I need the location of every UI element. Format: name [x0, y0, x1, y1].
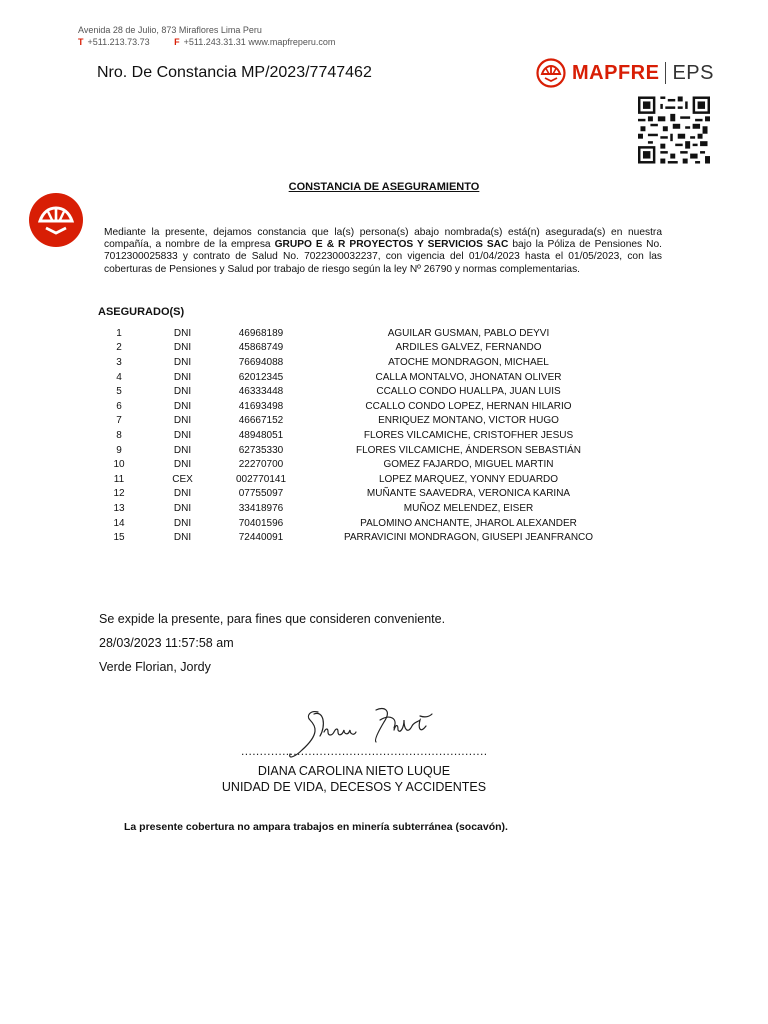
logo-brand: MAPFRE	[572, 61, 660, 84]
row-number: 15	[113, 532, 125, 544]
document-id: 45868749	[238, 342, 284, 354]
signer-name: DIANA CAROLINA NIETO LUQUE	[257, 764, 451, 778]
logo-suffix: EPS	[672, 61, 714, 84]
document-id: 002770141	[235, 473, 287, 485]
header-contacts	[78, 37, 335, 47]
insured-name: FLORES VILCAMICHE, ÁNDERSON SEBASTIÁN	[355, 444, 582, 456]
insured-name: CCALLO CONDO LOPEZ, HERNAN HILARIO	[365, 400, 572, 412]
document-title: CONSTANCIA DE ASEGURAMIENTO	[288, 181, 480, 193]
logo-divider	[665, 62, 666, 84]
row-number: 14	[113, 517, 125, 529]
document-id: 62735330	[238, 444, 284, 456]
signature-line: ..................................................................	[241, 744, 488, 758]
qr-code-icon	[638, 96, 710, 164]
intro-part-1: Mediante la presente, dejamos constancia que la(s) persona(s) abajo nombrada(s) está(n) asegurada(s) en nuestra compañía, a nombre de la empresa	[104, 227, 662, 251]
table-row	[100, 414, 642, 429]
document-type: DNI	[173, 517, 192, 529]
row-number: 3	[116, 356, 122, 368]
document-id: 22270700	[238, 459, 284, 471]
row-number: 1	[116, 327, 122, 339]
insured-name: MUÑANTE SAAVEDRA, VERONICA KARINA	[366, 488, 571, 500]
document-id: 46333448	[238, 386, 284, 398]
header-address: Avenida 28 de Julio, 873 Miraflores Lima Peru	[78, 25, 262, 35]
issuer-name: Verde Florian, Jordy	[99, 660, 211, 674]
phone-label: T	[78, 37, 84, 47]
document-type: DNI	[173, 488, 192, 500]
insured-name: FLORES VILCAMICHE, CRISTOFHER JESUS	[363, 429, 574, 441]
insured-name: PARRAVICINI MONDRAGON, GIUSEPI JEANFRANCO	[343, 532, 594, 544]
insured-name: LOPEZ MARQUEZ, YONNY EDUARDO	[378, 473, 559, 485]
insured-name: ARDILES GALVEZ, FERNANDO	[395, 342, 542, 354]
document-type: DNI	[173, 429, 192, 441]
document-type: DNI	[173, 371, 192, 383]
mapfre-eps-logo	[536, 58, 714, 88]
document-type: DNI	[173, 400, 192, 412]
signer-unit: UNIDAD DE VIDA, DECESOS Y ACCIDENTES	[221, 780, 487, 794]
document-id: 48948051	[238, 429, 284, 441]
document-type: DNI	[173, 459, 192, 471]
row-number: 9	[116, 444, 122, 456]
document-id: 76694088	[238, 356, 284, 368]
phone-number: +511.213.73.73	[87, 37, 150, 47]
table-row	[100, 384, 642, 399]
row-number: 12	[113, 488, 125, 500]
row-number: 4	[116, 371, 122, 383]
insured-table	[100, 326, 642, 545]
row-number: 7	[116, 415, 122, 427]
table-row	[100, 487, 642, 502]
table-row	[100, 530, 642, 545]
table-row	[100, 399, 642, 414]
document-type: DNI	[173, 342, 192, 354]
table-row	[100, 428, 642, 443]
mapfre-large-emblem-icon	[29, 193, 83, 247]
document-id: 72440091	[238, 532, 284, 544]
document-id: 41693498	[238, 400, 284, 412]
row-number: 6	[116, 400, 122, 412]
issue-datetime: 28/03/2023 11:57:58 am	[99, 636, 234, 650]
table-row	[100, 516, 642, 531]
insured-name: MUÑOZ MELENDEZ, EISER	[403, 502, 534, 514]
document-id: 46968189	[238, 327, 284, 339]
fax-and-website: +511.243.31.31 www.mapfreperu.com	[183, 37, 336, 47]
insured-name: PALOMINO ANCHANTE, JHAROL ALEXANDER	[360, 517, 577, 529]
table-row	[100, 457, 642, 472]
row-number: 2	[116, 342, 122, 354]
document-type: DNI	[173, 415, 192, 427]
table-row	[100, 355, 642, 370]
document-id: 33418976	[238, 502, 284, 514]
document-id: 62012345	[238, 371, 284, 383]
insured-section-label: ASEGURADO(S)	[98, 306, 185, 318]
table-row	[100, 472, 642, 487]
row-number: 8	[116, 429, 122, 441]
document-type: DNI	[173, 356, 192, 368]
row-number: 11	[113, 473, 125, 485]
row-number: 5	[116, 386, 122, 398]
document-type: DNI	[173, 386, 192, 398]
document-type: DNI	[173, 444, 192, 456]
insured-name: CCALLO CONDO HUALLPA, JUAN LUIS	[376, 386, 561, 398]
row-number: 13	[113, 502, 125, 514]
fax-label: F	[174, 37, 180, 47]
table-row	[100, 341, 642, 356]
document-id: 46667152	[238, 415, 284, 427]
insured-name: ENRIQUEZ MONTANO, VICTOR HUGO	[378, 415, 559, 427]
table-row	[100, 443, 642, 458]
document-type: DNI	[173, 502, 192, 514]
insured-name: AGUILAR GUSMAN, PABLO DEYVI	[387, 327, 550, 339]
closing-text: Se expide la presente, para fines que consideren conveniente.	[99, 612, 446, 626]
intro-part-2: bajo la Póliza de Pensiones No. 7012300025833 y contrato de Salud No. 7022300032237, con vigencia del 01/04/2023 hasta el 01/05/2023, con las coberturas de Pensiones y Salud por trabajo de riesgo según la ley Nº 26790 y normas complementarias.	[104, 239, 662, 275]
table-row	[100, 370, 642, 385]
document-type: CEX	[172, 473, 193, 485]
document-type: DNI	[173, 327, 192, 339]
table-row	[100, 326, 642, 341]
insured-name: GOMEZ FAJARDO, MIGUEL MARTIN	[383, 459, 554, 471]
document-id: 07755097	[238, 488, 284, 500]
insured-name: CALLA MONTALVO, JHONATAN OLIVER	[375, 371, 562, 383]
coverage-disclaimer: La presente cobertura no ampara trabajos en minería subterránea (socavón).	[124, 821, 508, 833]
company-name: GRUPO E & R PROYECTOS Y SERVICIOS SAC	[274, 239, 509, 251]
intro-paragraph	[104, 227, 662, 276]
insured-name: ATOCHE MONDRAGON, MICHAEL	[388, 356, 549, 368]
document-type: DNI	[173, 532, 192, 544]
mapfre-emblem-icon	[536, 58, 566, 88]
table-row	[100, 501, 642, 516]
document-id: 70401596	[238, 517, 284, 529]
constancia-number: Nro. De Constancia MP/2023/7747462	[97, 64, 372, 81]
row-number: 10	[113, 459, 125, 471]
